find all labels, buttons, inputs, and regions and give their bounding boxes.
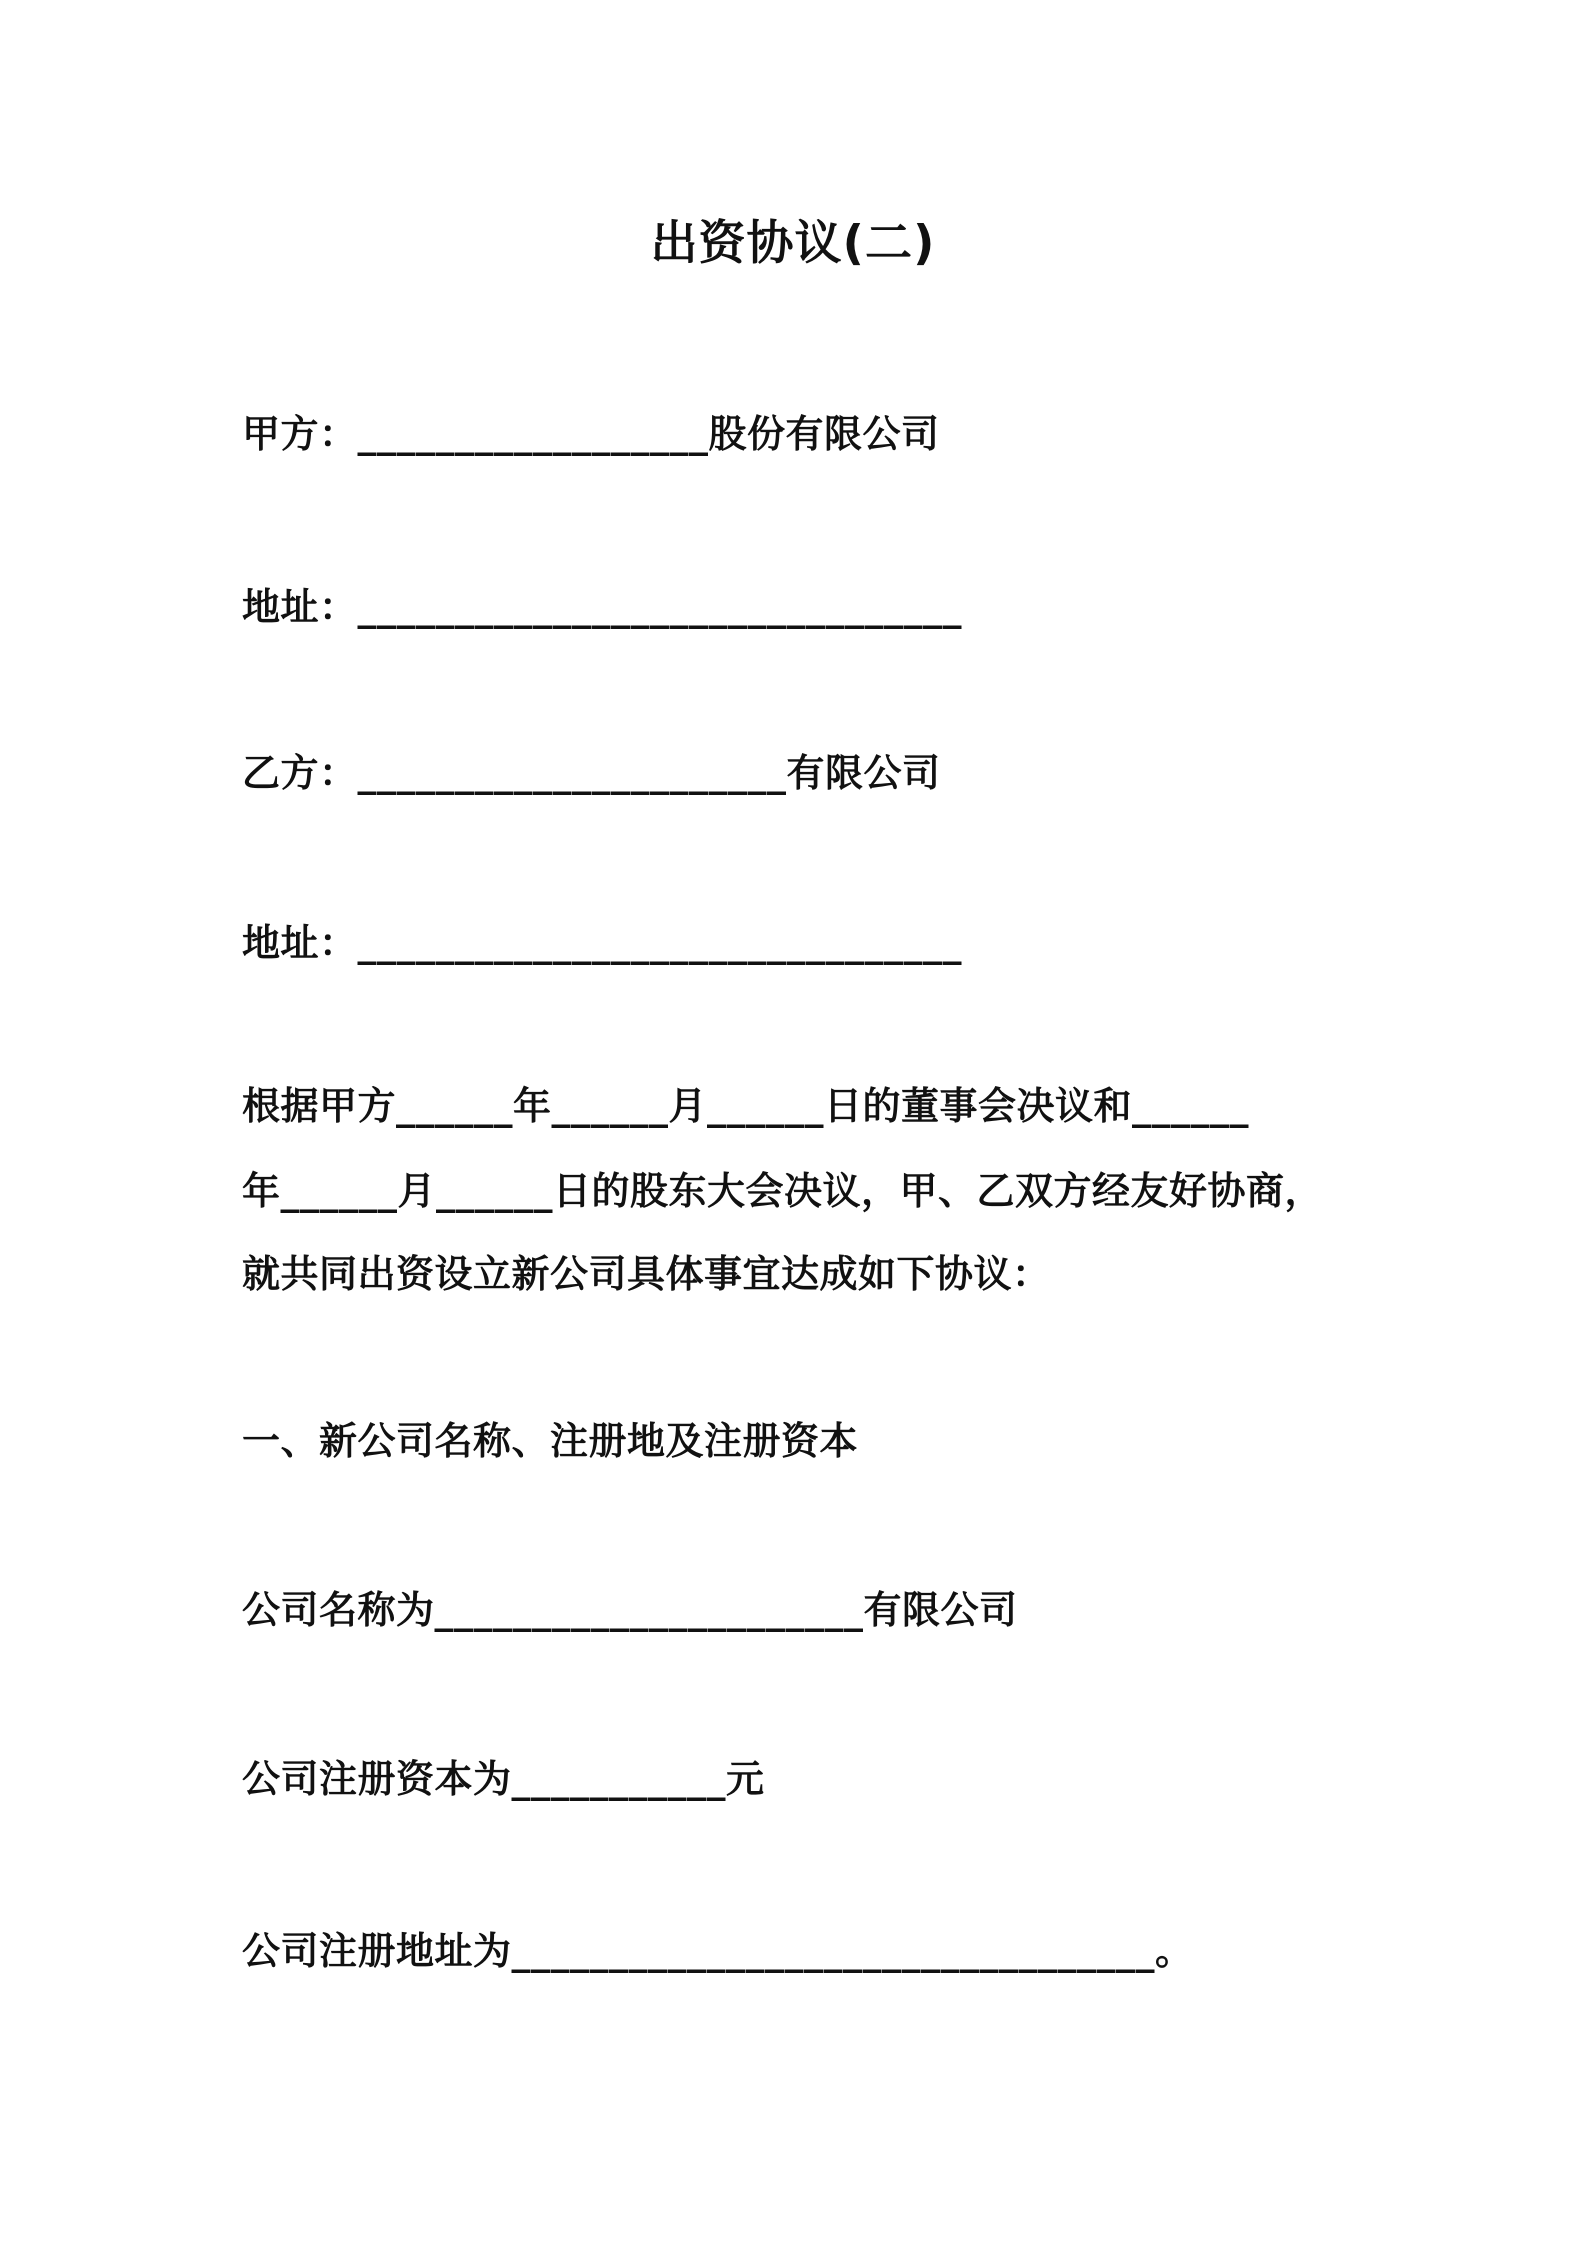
preamble-line-2: 年______月______日的股东大会决议，甲、乙双方经友好协商，: [242, 1169, 1324, 1213]
section-1-heading: 一、新公司名称、注册地及注册资本: [242, 1419, 859, 1463]
preamble-line-3: 就共同出资设立新公司具体事宜达成如下协议：: [242, 1252, 1051, 1296]
document-title: 出资协议(二): [650, 216, 936, 271]
party-b-line: 乙方：______________________有限公司: [242, 751, 941, 795]
party-a-line: 甲方：__________________股份有限公司: [242, 412, 940, 456]
party-b-address-line: 地址：_______________________________: [242, 921, 963, 965]
company-name-line: 公司名称为______________________有限公司: [242, 1588, 1018, 1632]
party-a-address-line: 地址：_______________________________: [242, 585, 963, 629]
registered-address-line: 公司注册地址为_________________________________。: [242, 1929, 1194, 1973]
registered-capital-line: 公司注册资本为___________元: [242, 1757, 765, 1801]
preamble-line-1: 根据甲方______年______月______日的董事会决议和______: [242, 1084, 1250, 1128]
